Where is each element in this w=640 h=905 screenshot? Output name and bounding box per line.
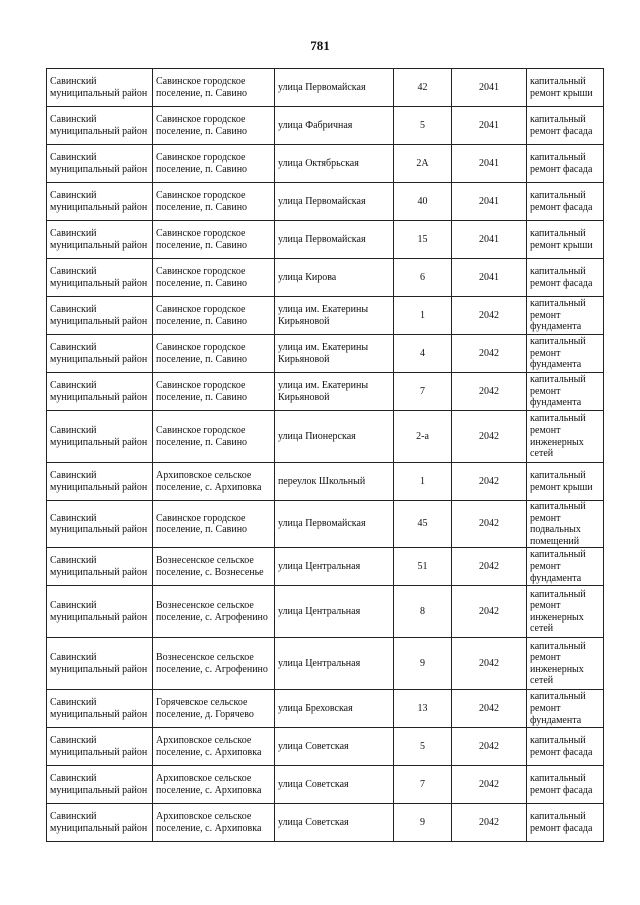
work-type-cell: капитальный ремонт фасада bbox=[527, 766, 604, 804]
district-cell: Савинский муниципальный район bbox=[47, 183, 153, 221]
district-cell: Савинский муниципальный район bbox=[47, 297, 153, 335]
street-cell: улица Первомайская bbox=[275, 69, 394, 107]
table-row bbox=[47, 501, 604, 548]
planned-year-cell: 2042 bbox=[452, 728, 527, 766]
street-cell: улица Первомайская bbox=[275, 183, 394, 221]
planned-year-cell: 2042 bbox=[452, 804, 527, 842]
house-number-cell: 5 bbox=[394, 107, 452, 145]
settlement-cell: Вознесенское сельское поселение, с. Агрофенино bbox=[153, 638, 275, 690]
district-cell: Савинский муниципальный район bbox=[47, 411, 153, 463]
work-type-cell: капитальный ремонт фундамента bbox=[527, 373, 604, 411]
house-number-cell: 2-а bbox=[394, 411, 452, 463]
district-cell: Савинский муниципальный район bbox=[47, 586, 153, 638]
house-number-cell: 45 bbox=[394, 501, 452, 548]
work-type-cell: капитальный ремонт фундамента bbox=[527, 335, 604, 373]
planned-year-cell: 2041 bbox=[452, 221, 527, 259]
street-cell: улица Октябрьская bbox=[275, 145, 394, 183]
planned-year-cell: 2042 bbox=[452, 766, 527, 804]
settlement-cell: Архиповское сельское поселение, с. Архиповка bbox=[153, 766, 275, 804]
settlement-cell: Савинское городское поселение, п. Савино bbox=[153, 183, 275, 221]
planned-year-cell: 2042 bbox=[452, 463, 527, 501]
house-number-cell: 51 bbox=[394, 548, 452, 586]
street-cell: переулок Школьный bbox=[275, 463, 394, 501]
work-type-cell: капитальный ремонт инженерных сетей bbox=[527, 638, 604, 690]
house-number-cell: 40 bbox=[394, 183, 452, 221]
district-cell: Савинский муниципальный район bbox=[47, 259, 153, 297]
district-cell: Савинский муниципальный район bbox=[47, 107, 153, 145]
work-type-cell: капитальный ремонт фасада bbox=[527, 183, 604, 221]
street-cell: улица Первомайская bbox=[275, 501, 394, 548]
settlement-cell: Вознесенское сельское поселение, с. Вознесенье bbox=[153, 548, 275, 586]
district-cell: Савинский муниципальный район bbox=[47, 221, 153, 259]
work-type-cell: капитальный ремонт крыши bbox=[527, 221, 604, 259]
house-number-cell: 1 bbox=[394, 297, 452, 335]
planned-year-cell: 2042 bbox=[452, 297, 527, 335]
settlement-cell: Савинское городское поселение, п. Савино bbox=[153, 259, 275, 297]
street-cell: улица им. Екатерины Кирьяновой bbox=[275, 373, 394, 411]
district-cell: Савинский муниципальный район bbox=[47, 804, 153, 842]
settlement-cell: Архиповское сельское поселение, с. Архиповка bbox=[153, 804, 275, 842]
street-cell: улица Первомайская bbox=[275, 221, 394, 259]
work-type-cell: капитальный ремонт крыши bbox=[527, 69, 604, 107]
planned-year-cell: 2042 bbox=[452, 373, 527, 411]
street-cell: улица Центральная bbox=[275, 586, 394, 638]
work-type-cell: капитальный ремонт фасада bbox=[527, 259, 604, 297]
planned-year-cell: 2042 bbox=[452, 586, 527, 638]
table-row bbox=[47, 690, 604, 728]
work-type-cell: капитальный ремонт инженерных сетей bbox=[527, 411, 604, 463]
work-type-cell: капитальный ремонт фасада bbox=[527, 107, 604, 145]
street-cell: улица Бреховская bbox=[275, 690, 394, 728]
work-type-cell: капитальный ремонт фундамента bbox=[527, 690, 604, 728]
street-cell: улица Советская bbox=[275, 766, 394, 804]
house-number-cell: 15 bbox=[394, 221, 452, 259]
settlement-cell: Савинское городское поселение, п. Савино bbox=[153, 373, 275, 411]
planned-year-cell: 2042 bbox=[452, 638, 527, 690]
settlement-cell: Савинское городское поселение, п. Савино bbox=[153, 411, 275, 463]
planned-year-cell: 2042 bbox=[452, 335, 527, 373]
planned-year-cell: 2041 bbox=[452, 183, 527, 221]
settlement-cell: Савинское городское поселение, п. Савино bbox=[153, 501, 275, 548]
table-row bbox=[47, 373, 604, 411]
house-number-cell: 2А bbox=[394, 145, 452, 183]
planned-year-cell: 2042 bbox=[452, 411, 527, 463]
settlement-cell: Архиповское сельское поселение, с. Архиповка bbox=[153, 728, 275, 766]
house-number-cell: 4 bbox=[394, 335, 452, 373]
table-row bbox=[47, 335, 604, 373]
settlement-cell: Савинское городское поселение, п. Савино bbox=[153, 335, 275, 373]
settlement-cell: Савинское городское поселение, п. Савино bbox=[153, 145, 275, 183]
table-row bbox=[47, 804, 604, 842]
table-row bbox=[47, 411, 604, 463]
planned-year-cell: 2041 bbox=[452, 69, 527, 107]
district-cell: Савинский муниципальный район bbox=[47, 69, 153, 107]
settlement-cell: Савинское городское поселение, п. Савино bbox=[153, 297, 275, 335]
district-cell: Савинский муниципальный район bbox=[47, 690, 153, 728]
street-cell: улица Центральная bbox=[275, 638, 394, 690]
house-number-cell: 7 bbox=[394, 766, 452, 804]
table-row bbox=[47, 259, 604, 297]
table-row bbox=[47, 297, 604, 335]
house-number-cell: 9 bbox=[394, 804, 452, 842]
street-cell: улица Советская bbox=[275, 728, 394, 766]
planned-year-cell: 2041 bbox=[452, 145, 527, 183]
work-type-cell: капитальный ремонт подвальных помещений bbox=[527, 501, 604, 548]
table-row bbox=[47, 221, 604, 259]
house-number-cell: 8 bbox=[394, 586, 452, 638]
table-row bbox=[47, 107, 604, 145]
district-cell: Савинский муниципальный район bbox=[47, 728, 153, 766]
district-cell: Савинский муниципальный район bbox=[47, 463, 153, 501]
district-cell: Савинский муниципальный район bbox=[47, 638, 153, 690]
street-cell: улица им. Екатерины Кирьяновой bbox=[275, 297, 394, 335]
house-number-cell: 9 bbox=[394, 638, 452, 690]
district-cell: Савинский муниципальный район bbox=[47, 373, 153, 411]
street-cell: улица Центральная bbox=[275, 548, 394, 586]
page-number: 781 bbox=[310, 38, 330, 53]
planned-year-cell: 2042 bbox=[452, 548, 527, 586]
settlement-cell: Савинское городское поселение, п. Савино bbox=[153, 221, 275, 259]
district-cell: Савинский муниципальный район bbox=[47, 501, 153, 548]
street-cell: улица им. Екатерины Кирьяновой bbox=[275, 335, 394, 373]
house-number-cell: 5 bbox=[394, 728, 452, 766]
house-number-cell: 42 bbox=[394, 69, 452, 107]
street-cell: улица Пионерская bbox=[275, 411, 394, 463]
settlement-cell: Горячевское сельское поселение, д. Горячево bbox=[153, 690, 275, 728]
work-type-cell: капитальный ремонт инженерных сетей bbox=[527, 586, 604, 638]
house-number-cell: 7 bbox=[394, 373, 452, 411]
work-type-cell: капитальный ремонт фасада bbox=[527, 728, 604, 766]
work-type-cell: капитальный ремонт фундамента bbox=[527, 548, 604, 586]
settlement-cell: Вознесенское сельское поселение, с. Агрофенино bbox=[153, 586, 275, 638]
settlement-cell: Савинское городское поселение, п. Савино bbox=[153, 69, 275, 107]
district-cell: Савинский муниципальный район bbox=[47, 766, 153, 804]
table-row bbox=[47, 548, 604, 586]
table-row bbox=[47, 69, 604, 107]
table-row bbox=[47, 728, 604, 766]
work-type-cell: капитальный ремонт крыши bbox=[527, 463, 604, 501]
table-body bbox=[47, 69, 604, 842]
work-type-cell: капитальный ремонт фундамента bbox=[527, 297, 604, 335]
planned-year-cell: 2042 bbox=[452, 501, 527, 548]
planned-year-cell: 2042 bbox=[452, 690, 527, 728]
housing-repair-table bbox=[46, 68, 604, 842]
table-row bbox=[47, 766, 604, 804]
settlement-cell: Архиповское сельское поселение, с. Архиповка bbox=[153, 463, 275, 501]
table-row bbox=[47, 183, 604, 221]
settlement-cell: Савинское городское поселение, п. Савино bbox=[153, 107, 275, 145]
table-row bbox=[47, 145, 604, 183]
street-cell: улица Советская bbox=[275, 804, 394, 842]
street-cell: улица Кирова bbox=[275, 259, 394, 297]
house-number-cell: 6 bbox=[394, 259, 452, 297]
table-row bbox=[47, 463, 604, 501]
planned-year-cell: 2041 bbox=[452, 107, 527, 145]
house-number-cell: 13 bbox=[394, 690, 452, 728]
district-cell: Савинский муниципальный район bbox=[47, 145, 153, 183]
district-cell: Савинский муниципальный район bbox=[47, 548, 153, 586]
district-cell: Савинский муниципальный район bbox=[47, 335, 153, 373]
table-row bbox=[47, 638, 604, 690]
planned-year-cell: 2041 bbox=[452, 259, 527, 297]
street-cell: улица Фабричная bbox=[275, 107, 394, 145]
house-number-cell: 1 bbox=[394, 463, 452, 501]
table-row bbox=[47, 586, 604, 638]
work-type-cell: капитальный ремонт фасада bbox=[527, 145, 604, 183]
work-type-cell: капитальный ремонт фасада bbox=[527, 804, 604, 842]
